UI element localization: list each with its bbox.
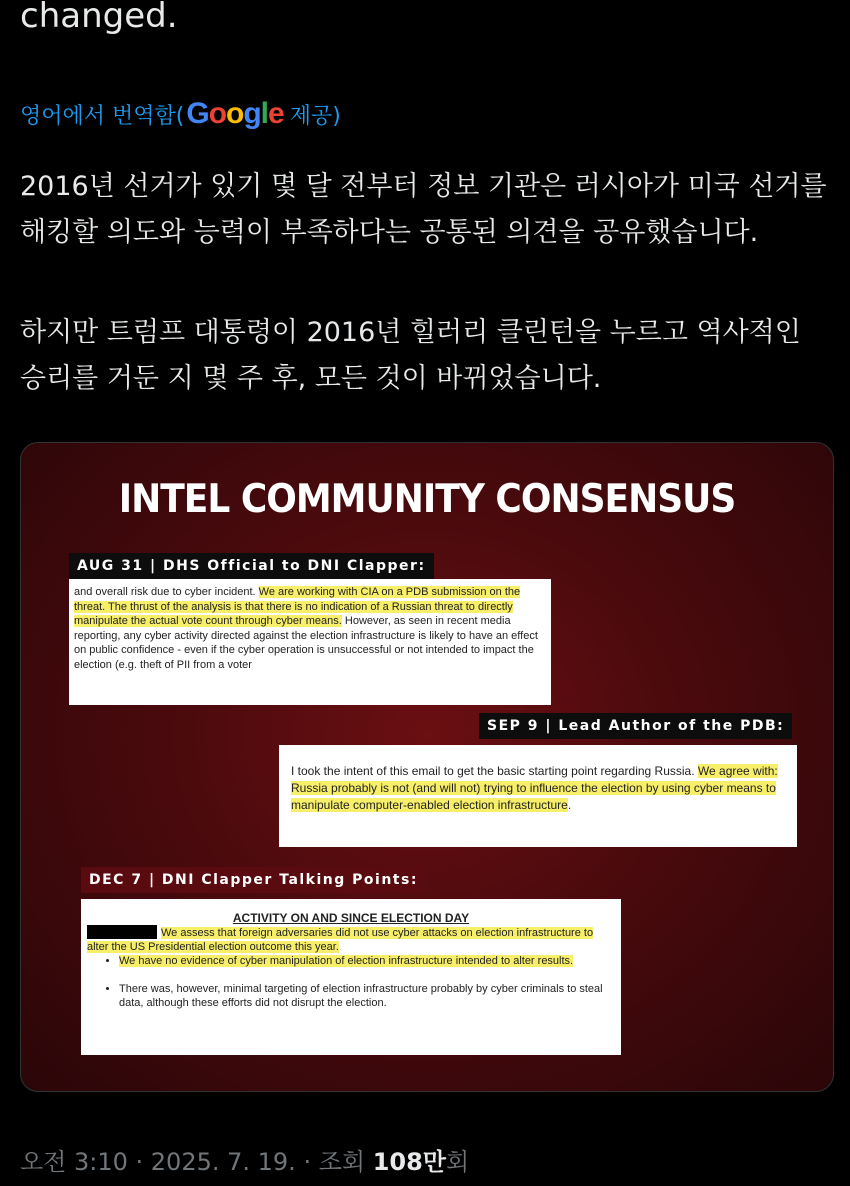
document-excerpt-dec-7: ACTIVITY ON AND SINCE ELECTION DAY We assess that foreign adversaries did not use cyber attacks on election infrastructure to alter the US Presidential election outcome this year. • We have no evidence of cyber manipulation of election infrastructure intended to alter results. • There was, however, minimal targeting of election infrastructure probably by cyber criminals to steal data, although these efforts did not disrupt the election.	[81, 899, 621, 1055]
translation-prefix: 영어에서 번역함(	[20, 103, 185, 129]
post-meta: 오전 3:10 · 2025. 7. 19. · 조회 108만회	[20, 1148, 470, 1176]
post-text-fragment: changed.	[20, 0, 178, 36]
image-title: INTEL COMMUNITY CONSENSUS	[118, 477, 736, 522]
label-aug-31: AUG 31 | DHS Official to DNI Clapper:	[69, 553, 434, 579]
document-excerpt-aug-31: and overall risk due to cyber incident. We are working with CIA on a PDB submission on the threat. The thrust of the analysis is that there is no indication of a Russian threat to directly manipulate the actual vote count through cyber means. However, as seen in recent media reporting, any cyber activity directed against the election infrastructure is likely to have an effect on public confidence - even if the cyber operation is unsuccessful or not intended to impact the election (e.g. theft of PII from a voter	[69, 579, 551, 705]
post-timestamp[interactable]: 오전 3:10 · 2025. 7. 19. · 조회	[20, 1148, 373, 1176]
label-sep-9: SEP 9 | Lead Author of the PDB:	[479, 713, 792, 739]
translation-attribution-link[interactable]	[20, 97, 341, 131]
translation-suffix: 제공)	[289, 103, 341, 129]
view-count: 108만	[372, 1148, 446, 1176]
label-dec-7: DEC 7 | DNI Clapper Talking Points:	[81, 867, 426, 893]
doc3-heading: ACTIVITY ON AND SINCE ELECTION DAY	[232, 911, 470, 925]
post-paragraph-2: 하지만 트럼프 대통령이 2016년 힐러리 클린턴을 누르고 역사적인 승리를 거둔 지 몇 주 후, 모든 것이 바뀌었습니다.	[20, 317, 801, 394]
post-paragraph-1: 2016년 선거가 있기 몇 달 전부터 정보 기관은 러시아가 미국 선거를 해킹할 의도와 능력이 부족하다는 공통된 의견을 공유했습니다.	[20, 171, 827, 248]
document-excerpt-sep-9: I took the intent of this email to get the basic starting point regarding Russia. We agree with: Russia probably is not (and will not) trying to influence the election by using cyber means to manipulate computer-enabled election infrastructure.	[279, 745, 797, 847]
redaction-block	[87, 925, 157, 939]
google-logo: Google	[186, 97, 284, 130]
post-image[interactable]	[20, 442, 834, 1092]
